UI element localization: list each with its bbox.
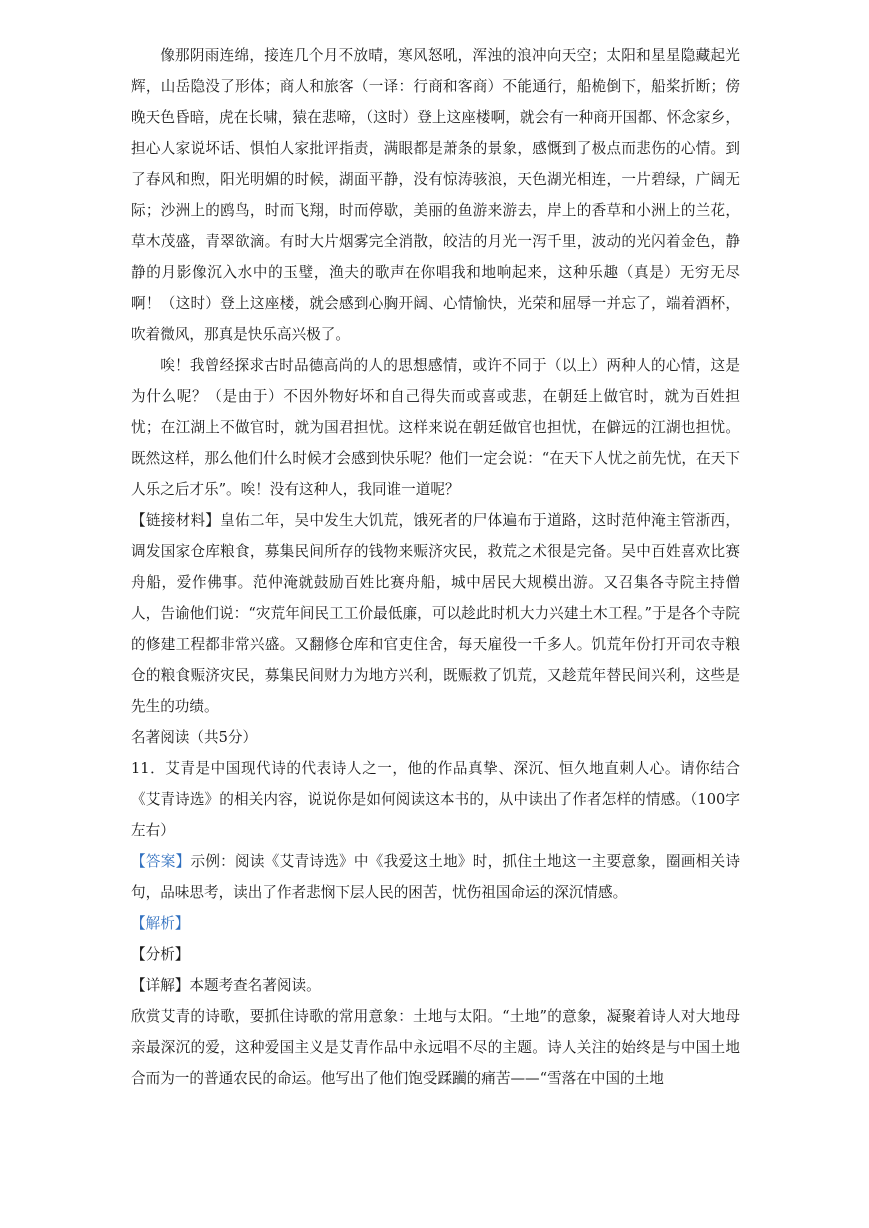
answer-text: 示例：阅读《艾青诗选》中《我爱这土地》时，抓住土地这一主要意象，圈画相关诗句，品味思考，读出了作者悲悯下层人民的困苦，忧伤祖国命运的深沉情感。 — [131, 853, 740, 901]
translation-paragraph-2: 唉！我曾经探求古时品德高尚的人的思想感情，或许不同于（以上）两种人的心情，这是为什么呢？（是由于）不因外物好坏和自己得失而或喜或悲，在朝廷上做官时，就为百姓担忧；在江湖上不做官时，就为国君担忧。这样来说在朝廷做官也担忧，在僻远的江湖也担忧。既然这样，那么他们什么时候才会感到快乐呢？他们一定会说：“在天下人忧之前先忧，在天下人乐之后才乐”。唉！没有这种人，我同谁一道呢？ — [131, 357, 740, 498]
detail-line: 【详解】本题考查名著阅读。 — [131, 977, 321, 994]
translation-paragraph-1: 像那阴雨连绵，接连几个月不放晴，寒风怒吼，浑浊的浪冲向天空；太阳和星星隐藏起光辉，山岳隐没了形体；商人和旅客（一译：行商和客商）不能通行，船桅倒下，船桨折断；傍晚天色昏暗，虎在长啸，猿在悲啼，（这时）登上这座楼啊，就会有一种商开国都、怀念家乡，担心人家说坏话、惧怕人家批评指责，满眼都是萧条的景象，感慨到了极点而悲伤的心情。到了春风和煦，阳光明媚的时候，湖面平静，没有惊涛骇浪，天色湖光相连，一片碧绿，广阔无际；沙洲上的鸥鸟，时而飞翔，时而停歇，美丽的鱼游来游去，岸上的香草和小洲上的兰花，草木茂盛，青翠欲滴。有时大片烟雾完全消散，皎洁的月光一泻千里，波动的光闪着金色，静静的月影像沉入水中的玉璧，渔夫的歌声在你唱我和地响起来，这种乐趣（真是）无穷无尽啊！（这时）登上这座楼，就会感到心胸开阔、心情愉快，光荣和屈辱一并忘了，端着酒杯，吹着微风，那真是快乐高兴极了。 — [131, 47, 740, 343]
fenxi-label: 【分析】 — [131, 946, 190, 963]
analysis-label: 【解析】 — [131, 915, 190, 932]
answer-paragraph — [131, 846, 740, 908]
answer-label: 【答案】 — [131, 853, 191, 870]
question-11: 11．艾青是中国现代诗的代表诗人之一，他的作品真挚、深沉、恒久地直刺人心。请你结合《艾青诗选》的相关内容，说说你是如何阅读这本书的，从中读出了作者怎样的情感。（100字左右） — [131, 760, 740, 839]
section-heading: 名著阅读（共5分） — [131, 729, 258, 746]
linked-material-paragraph: 【链接材料】皇佑二年，吴中发生大饥荒，饿死者的尸体遍布于道路，这时范仲淹主管浙西，调发国家仓库粮食，募集民间所存的钱物来赈济灾民，救荒之术很是完备。吴中百姓喜欢比赛舟船，爱作佛事。范仲淹就鼓励百姓比赛舟船，城中居民大规模出游。又召集各寺院主持僧人，告谕他们说：“灾荒年间民工工价最低廉，可以趁此时机大力兴建土木工程。”于是各个寺院的修建工程都非常兴盛。又翻修仓库和官吏住舍，每天雇役一千多人。饥荒年份打开司农寺粮仓的粮食赈济灾民，募集民间财力为地方兴利，既赈救了饥荒，又趁荒年替民间兴利，这些是先生的功绩。 — [131, 512, 740, 715]
explanation-paragraph: 欣赏艾青的诗歌，要抓住诗歌的常用意象：土地与太阳。“土地”的意象，凝聚着诗人对大地母亲最深沉的爱，这种爱国主义是艾青作品中永远唱不尽的主题。诗人关注的始终是与中国土地合而为一的普通农民的命运。他写出了他们饱受蹂躏的痛苦——“雪落在中国的土地 — [131, 1008, 740, 1087]
document-page — [131, 40, 740, 1094]
